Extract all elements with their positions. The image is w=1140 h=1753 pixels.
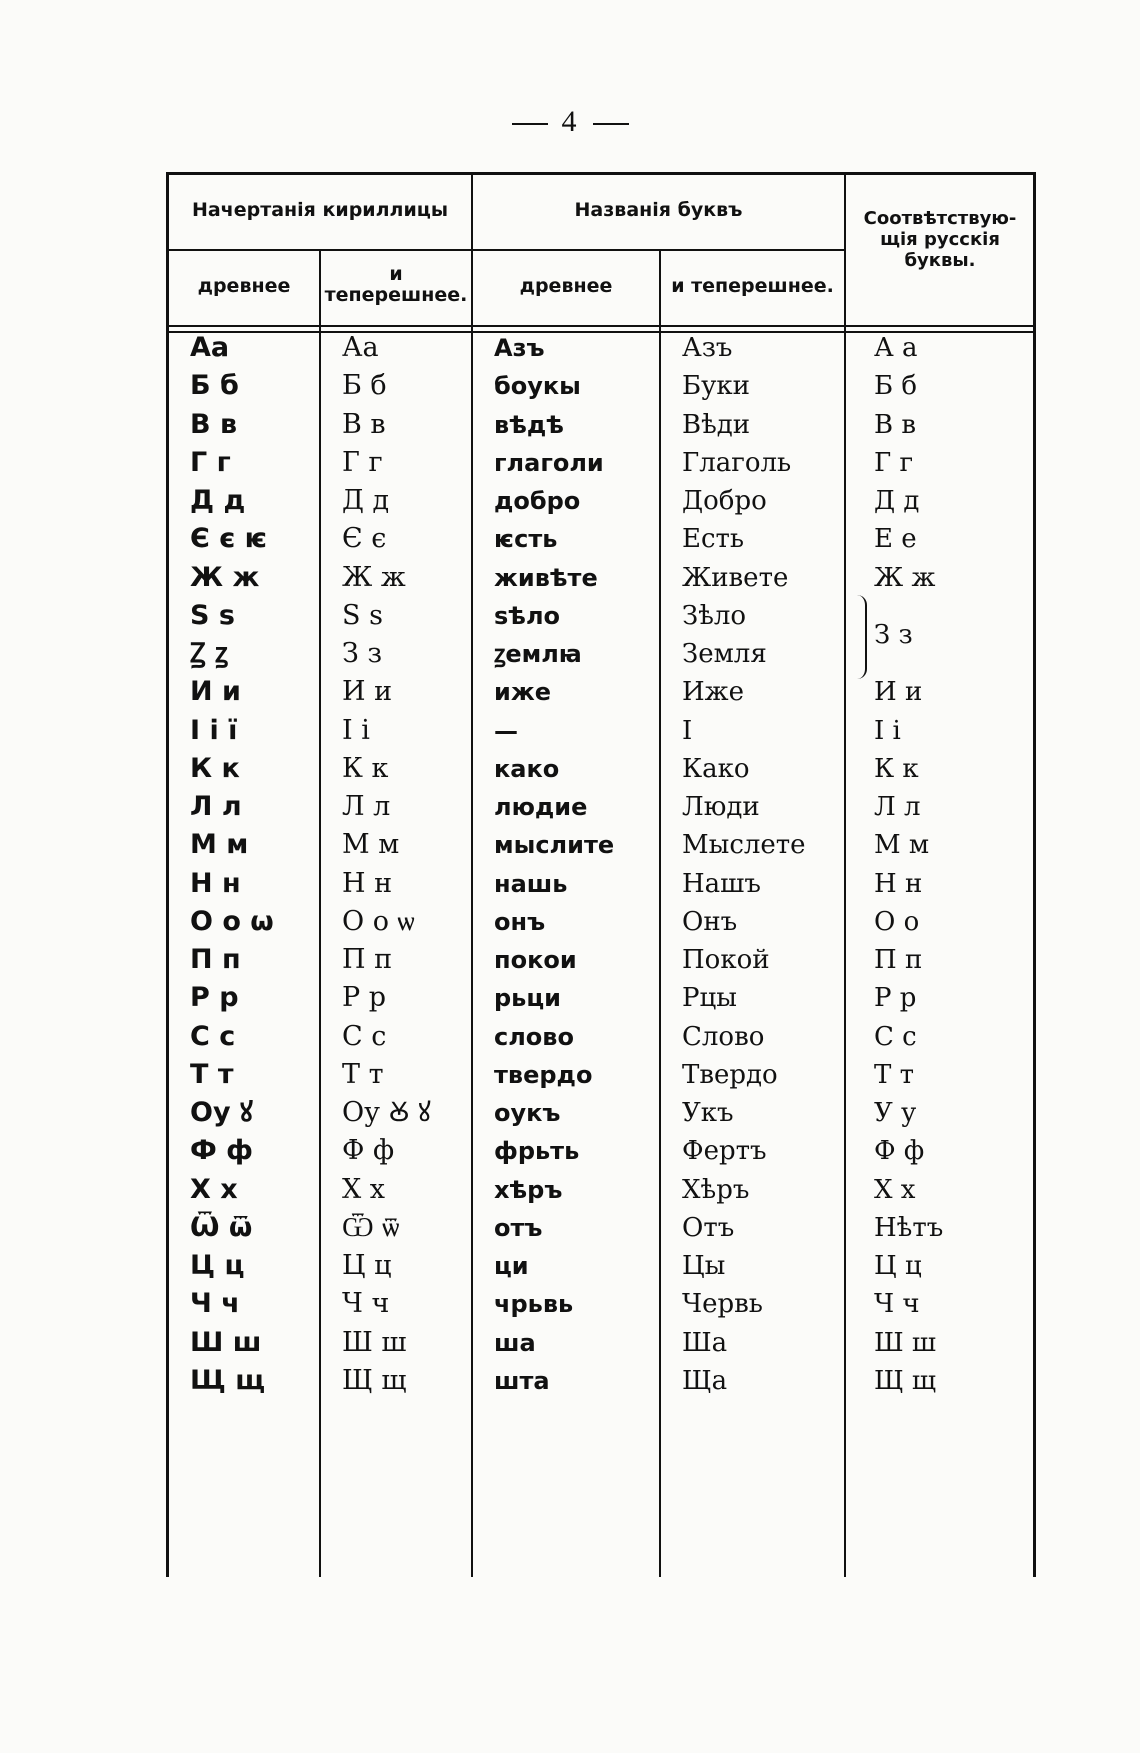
- header-names: Названія буквъ: [574, 199, 743, 221]
- name-ancient: ша: [494, 1328, 536, 1357]
- letter-ancient: І і ї: [190, 714, 238, 746]
- russian-letter: М м: [874, 830, 930, 861]
- name-current: Есть: [682, 524, 745, 555]
- russian-letter: С с: [874, 1021, 917, 1052]
- page-number: 4: [0, 105, 1140, 139]
- letter-current: С с: [342, 1020, 387, 1052]
- name-ancient: глаголи: [494, 448, 604, 477]
- russian-letter: П п: [874, 945, 923, 975]
- letter-ancient: Аа: [190, 332, 230, 363]
- letter-current: Є є: [342, 523, 387, 555]
- letter-ancient: Х х: [190, 1173, 238, 1205]
- name-ancient: покои: [494, 946, 577, 974]
- name-ancient: онъ: [494, 907, 546, 936]
- letter-ancient: Д д: [190, 485, 246, 516]
- table-row: [166, 939, 1036, 981]
- name-ancient: нашь: [494, 869, 568, 898]
- table-row: [166, 671, 1036, 713]
- name-current: Вѣди: [682, 409, 751, 440]
- table-border-top: [166, 172, 1036, 175]
- table-row: [166, 404, 1036, 446]
- table-row: [166, 1169, 1036, 1211]
- russian-letter: Е е: [874, 524, 917, 555]
- name-ancient: твердо: [494, 1060, 593, 1089]
- letter-ancient: М м: [190, 829, 249, 861]
- letter-ancient: К к: [190, 752, 240, 784]
- name-ancient: живѣте: [494, 563, 598, 592]
- russian-letter: И и: [874, 677, 923, 708]
- header-russian: Соотвѣтствую-щія русскія буквы.: [863, 208, 1017, 271]
- name-ancient: фрьть: [494, 1137, 580, 1166]
- letter-current: И и: [342, 676, 393, 708]
- table-row: [166, 1092, 1036, 1134]
- letter-ancient: И и: [190, 676, 241, 708]
- name-current: Глаголь: [682, 447, 792, 478]
- name-ancient: ꙁемлꙗ: [494, 640, 582, 668]
- letter-current: Оу Ꙋ ꙋ: [342, 1097, 431, 1128]
- letter-ancient: О о ѡ: [190, 905, 274, 937]
- table-row: [166, 1360, 1036, 1402]
- name-ancient: ци: [494, 1252, 529, 1280]
- table-row: [166, 557, 1036, 599]
- header-divider: [166, 249, 844, 251]
- header-script-now: и теперешнее.: [324, 263, 468, 306]
- letter-current: Ц ц: [342, 1250, 392, 1281]
- letter-ancient: Ж ж: [190, 561, 260, 593]
- letter-ancient: Ѕ ѕ: [190, 599, 235, 631]
- name-current: Буки: [682, 371, 750, 402]
- letter-current: Д д: [342, 485, 390, 516]
- russian-letter: Л л: [874, 792, 921, 822]
- letter-current: Ш ш: [342, 1326, 407, 1358]
- table-row: [166, 1245, 1036, 1287]
- dash-right: [593, 123, 629, 125]
- name-ancient: слово: [494, 1022, 574, 1051]
- letter-ancient: Г г: [190, 446, 231, 478]
- letter-current: О о ѡ: [342, 905, 415, 937]
- letter-ancient: Є є ѥ: [190, 523, 268, 555]
- letter-current: Ч ч: [342, 1288, 390, 1320]
- letter-ancient: Ц ц: [190, 1250, 245, 1281]
- name-ancient: чрьвь: [494, 1290, 574, 1319]
- name-current: Онъ: [682, 906, 738, 937]
- name-ancient: мыслите: [494, 831, 615, 860]
- table-row: [166, 863, 1036, 905]
- letter-current: З з: [342, 638, 383, 669]
- name-ancient: боукы: [494, 372, 581, 401]
- name-current: Живете: [682, 562, 789, 593]
- name-ancient: ѕѣло: [494, 601, 561, 630]
- name-current: Ша: [682, 1327, 728, 1358]
- name-current: Ща: [682, 1365, 728, 1396]
- letter-current: Р р: [342, 982, 387, 1014]
- table-row: [166, 1207, 1036, 1249]
- letter-current: І і: [342, 714, 370, 746]
- letter-ancient: Б б: [190, 370, 239, 402]
- russian-letter: А а: [874, 333, 918, 363]
- table-row: [166, 710, 1036, 752]
- russian-letter: О о: [874, 906, 920, 937]
- name-current: Нашъ: [682, 868, 761, 899]
- letter-current: Н н: [342, 867, 393, 899]
- table-row: [166, 748, 1036, 790]
- table-row: [166, 442, 1036, 484]
- letter-current: Щ щ: [342, 1364, 407, 1396]
- name-current: Хѣръ: [682, 1174, 750, 1205]
- letter-current: Б б: [342, 370, 387, 402]
- russian-letter: В в: [874, 409, 917, 440]
- russian-letter: Щ щ: [874, 1365, 937, 1396]
- letter-ancient: В в: [190, 408, 238, 440]
- table-row: [166, 1054, 1036, 1096]
- table-row: [166, 977, 1036, 1019]
- header-name-old: древнее: [519, 275, 613, 297]
- name-ancient: шта: [494, 1366, 550, 1395]
- russian-letter: Ц ц: [874, 1251, 922, 1281]
- name-current: Покой: [682, 945, 770, 975]
- letter-ancient: Щ щ: [190, 1364, 266, 1396]
- header-script: Начертанія кириллицы: [191, 199, 449, 221]
- name-current: Азъ: [682, 333, 733, 363]
- russian-letter: Х х: [874, 1174, 916, 1205]
- table-row: [166, 1130, 1036, 1172]
- russian-letter: Г г: [874, 447, 914, 478]
- name-ancient: рьци: [494, 984, 561, 1013]
- letter-ancient: Л л: [190, 791, 242, 822]
- letter-current: К к: [342, 752, 389, 784]
- letter-ancient: Т т: [190, 1058, 234, 1090]
- table-row: [166, 365, 1036, 407]
- russian-letter: Р р: [874, 983, 917, 1014]
- russian-letter: Н н: [874, 868, 923, 899]
- name-ancient: Азъ: [494, 334, 545, 362]
- table-row: [166, 480, 1036, 522]
- name-ancient: хѣръ: [494, 1175, 563, 1204]
- letter-current: Ф ф: [342, 1135, 395, 1167]
- russian-letter: Нѣтъ: [874, 1212, 944, 1243]
- name-current: Червь: [682, 1289, 763, 1320]
- dash-left: [512, 123, 548, 125]
- name-ancient: отъ: [494, 1213, 543, 1242]
- name-ancient: вѣдѣ: [494, 410, 564, 439]
- name-current: Люди: [682, 792, 760, 822]
- letter-current: П п: [342, 944, 393, 975]
- letter-ancient: Ш ш: [190, 1326, 262, 1358]
- table-row: [166, 327, 1036, 369]
- russian-letter: Д д: [874, 486, 920, 516]
- name-current: Мыслете: [682, 830, 806, 861]
- letter-ancient: Н н: [190, 867, 241, 899]
- letter-current: М м: [342, 829, 400, 861]
- brace-merge: [851, 595, 867, 679]
- russian-letter: Ф ф: [874, 1136, 925, 1167]
- letter-current: Х х: [342, 1173, 386, 1205]
- name-current: Цы: [682, 1251, 726, 1281]
- letter-current: Г г: [342, 446, 383, 478]
- letter-current: Ѿ ѿ: [342, 1211, 400, 1243]
- letter-ancient: Ф ф: [190, 1135, 253, 1167]
- name-ancient: добро: [494, 487, 581, 515]
- letter-current: Аа: [342, 332, 379, 363]
- table-row: [166, 786, 1036, 828]
- russian-letter: Т т: [874, 1059, 914, 1090]
- header-script-old: древнее: [197, 275, 291, 297]
- letter-current: Ѕ ѕ: [342, 599, 383, 631]
- letter-ancient: С с: [190, 1020, 236, 1052]
- header-name-now: и теперешнее.: [671, 275, 834, 297]
- name-current: Иже: [682, 677, 744, 708]
- russian-letter: Ч ч: [874, 1289, 920, 1320]
- table-row: [166, 824, 1036, 866]
- letter-ancient: Р р: [190, 982, 239, 1014]
- russian-letter: К к: [874, 753, 919, 784]
- name-ancient: оукъ: [494, 1099, 561, 1127]
- russian-letter: У у: [874, 1098, 917, 1128]
- name-current: Отъ: [682, 1212, 735, 1243]
- table-row: [166, 1322, 1036, 1364]
- name-ancient: ѥсть: [494, 525, 558, 554]
- name-ancient: людие: [494, 793, 588, 821]
- name-current: Укъ: [682, 1098, 734, 1128]
- name-current: Зѣло: [682, 600, 747, 631]
- name-ancient: како: [494, 754, 560, 783]
- table-row: [166, 901, 1036, 943]
- table-row: [166, 1283, 1036, 1325]
- russian-letter: Ш ш: [874, 1327, 937, 1358]
- name-current: Фертъ: [682, 1136, 767, 1167]
- name-current: Твердо: [682, 1059, 778, 1090]
- letter-ancient: Ѿ ѿ: [190, 1211, 253, 1243]
- letter-ancient: Ꙁ ꙁ: [190, 638, 228, 669]
- letter-ancient: П п: [190, 944, 241, 975]
- russian-letter: І і: [874, 715, 901, 746]
- name-current: І: [682, 715, 693, 746]
- name-ancient: —: [494, 716, 518, 745]
- name-current: Слово: [682, 1021, 765, 1052]
- letter-ancient: Ч ч: [190, 1288, 240, 1320]
- name-current: Земля: [682, 639, 767, 669]
- name-current: Како: [682, 753, 750, 784]
- russian-letter: Б б: [874, 371, 918, 402]
- name-current: Рцы: [682, 983, 737, 1014]
- table-row: [166, 518, 1036, 560]
- russian-letter-z: З з: [874, 619, 913, 650]
- name-ancient: иже: [494, 678, 551, 707]
- letter-current: Ж ж: [342, 561, 406, 593]
- letter-ancient: Оу ꙋ: [190, 1097, 253, 1128]
- russian-letter: Ж ж: [874, 562, 936, 593]
- name-current: Добро: [682, 486, 767, 516]
- letter-current: В в: [342, 408, 386, 440]
- letter-current: Т т: [342, 1058, 384, 1090]
- letter-current: Л л: [342, 791, 391, 822]
- table-row: [166, 1016, 1036, 1058]
- cyrillic-alphabet-table: [166, 172, 1036, 1577]
